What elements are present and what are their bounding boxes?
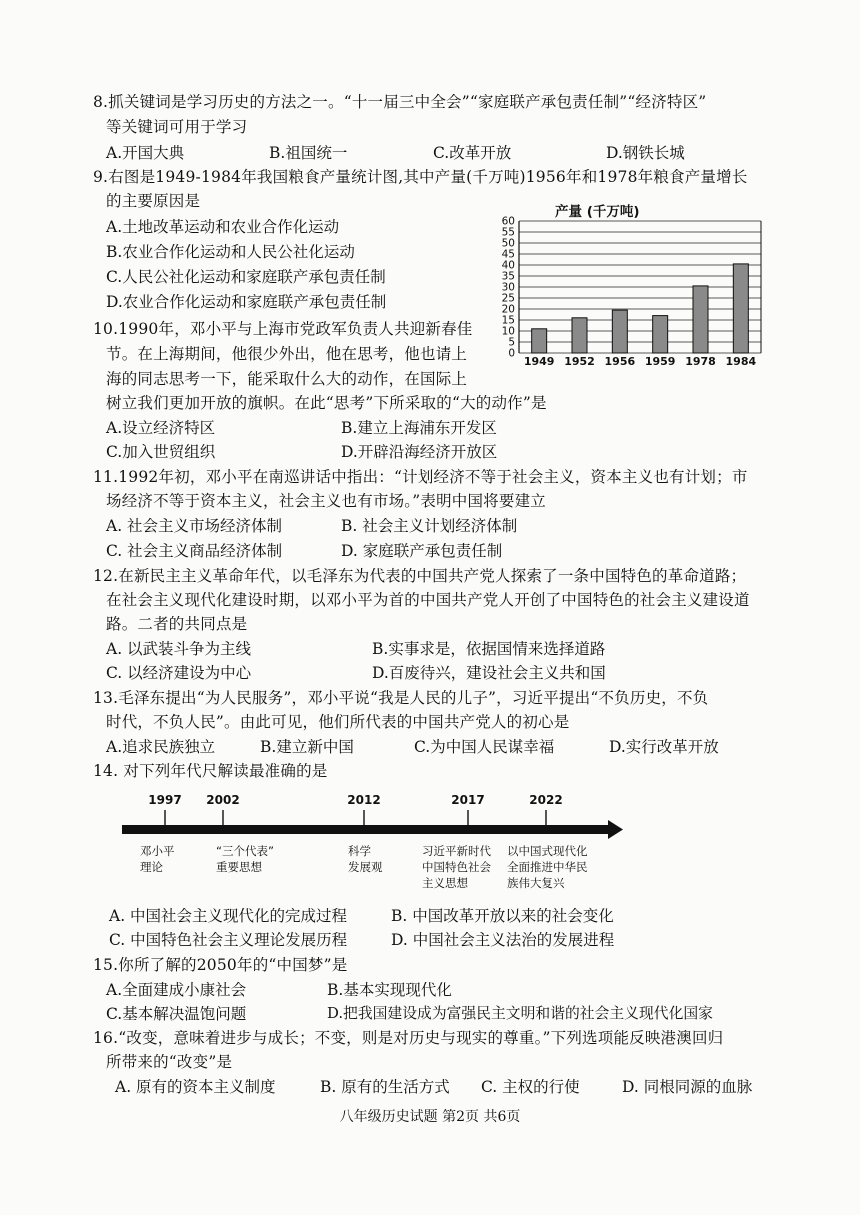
q9-option-d: D.农业合作化运动和家庭联产承包责任制 [106,293,387,311]
timeline-label: “三个代表” [216,844,274,858]
timeline-label: 族伟大复兴 [507,876,565,890]
timeline-label: 科学 [348,844,371,858]
chart-bar [693,286,708,353]
q10-option-a: A.设立经济特区 [106,419,216,437]
q14-stem-line1: 14. 对下列年代尺解读最准确的是 [93,762,328,780]
chart-ytick-label: 30 [501,281,515,294]
q9-option-a: A.土地改革运动和农业合作化运动 [106,218,340,236]
chart-ytick-label: 15 [501,314,515,327]
q11-option-b: B. 社会主义计划经济体制 [341,517,518,535]
chart-ytick-label: 5 [508,336,515,349]
q10-option-d: D.开辟沿海经济开放区 [341,443,498,461]
chart-title: 产量 (千万吨) [555,204,640,220]
q16-stem-line2: 所带来的“改变”是 [106,1053,233,1071]
q11-option-c: C. 社会主义商品经济体制 [106,542,283,560]
timeline-chart [118,788,628,900]
chart-bar [733,264,748,353]
q13-stem-line2: 时代，不负人民”。由此可见，他们所代表的中国共产党人的初心是 [106,713,570,731]
timeline-label: 理论 [140,860,163,874]
q14-option-d: D. 中国社会主义法治的发展进程 [391,931,615,949]
chart-ytick-label: 40 [501,259,515,272]
timeline-year: 1997 [148,793,182,807]
timeline-label: 邓小平 [140,844,175,858]
timeline-label: 主义思想 [422,876,468,890]
timeline-year: 2022 [529,793,563,807]
q13-option-d: D.实行改革开放 [609,738,719,756]
q15-option-b: B.基本实现现代化 [327,981,452,999]
chart-xtick-label: 1959 [644,355,676,366]
q12-option-a: A. 以武装斗争为主线 [106,640,252,658]
q9-option-b: B.农业合作化运动和人民公社化运动 [106,243,355,261]
timeline-label: 以中国式现代化 [507,844,588,858]
timeline-year: 2012 [347,793,381,807]
timeline-label: 全面推进中华民 [507,860,588,874]
q11-stem-line2: 场经济不等于资本主义，社会主义也有市场。”表明中国将要建立 [106,492,546,510]
chart-ytick-label: 10 [501,325,515,338]
q8-option-b: B.祖国统一 [269,144,348,162]
q13-option-b: B.建立新中国 [260,738,354,756]
page-footer: 八年级历史试题 第2页 共6页 [339,1109,521,1125]
q10-option-b: B.建立上海浦东开发区 [341,419,497,437]
q12-option-b: B.实事求是，依据国情来选择道路 [372,640,606,658]
q8-option-d: D.钢铁长城 [606,144,685,162]
chart-bar [612,310,627,353]
chart-ytick-label: 60 [501,215,515,228]
timeline-label: 重要思想 [216,860,262,874]
chart-xtick-label: 1952 [564,355,595,366]
q9-stem-line1: 9.右图是1949-1984年我国粮食产量统计图,其中产量(千万吨)1956年和1978年粮食产量增长 [93,168,748,186]
q15-option-d: D.把我国建设成为富强民主文明和谐的社会主义现代化国家 [327,1005,713,1022]
chart-xtick-label: 1984 [725,355,757,366]
chart-xtick-label: 1949 [523,355,555,366]
q12-option-d: D.百废待兴，建设社会主义共和国 [372,664,606,682]
q16-stem-line1: 16.“改变，意味着进步与成长；不变，则是对历史与现实的尊重。”下列选项能反映港澳回归 [93,1029,724,1047]
grain-output-chart [493,203,768,366]
q8-stem-line1: 8.抓关键词是学习历史的方法之一。“十一届三中全会”“家庭联产承包责任制”“经济特区” [93,93,707,111]
q10-stem-line2: 节。在上海期间，他很少外出，他在思考，他也请上 [106,345,468,363]
q12-stem-line2: 在社会主义现代化建设时期，以邓小平为首的中国共产党人开创了中国特色的社会主义建设道 [106,591,750,609]
q14-option-a: A. 中国社会主义现代化的完成过程 [109,907,348,925]
chart-ytick-label: 0 [508,347,515,360]
chart-bar [653,316,668,353]
q11-option-d: D. 家庭联产承包责任制 [341,542,503,560]
chart-xtick-label: 1978 [685,355,716,366]
q9-option-c: C.人民公社化运动和家庭联产承包责任制 [106,268,386,286]
q15-stem-line1: 15.你所了解的2050年的“中国梦”是 [93,956,348,974]
q14-option-c: C. 中国特色社会主义理论发展历程 [109,931,348,949]
chart-ytick-label: 25 [501,292,515,305]
timeline-label: 中国特色社会 [422,860,491,874]
q13-option-a: A.追求民族独立 [106,738,216,756]
q11-stem-line1: 11.1992年初，邓小平在南巡讲话中指出：“计划经济不等于社会主义，资本主义也有计划；市 [93,468,748,486]
timeline-label: 发展观 [348,860,383,874]
q14-option-b: B. 中国改革开放以来的社会变化 [391,907,614,925]
chart-ytick-label: 55 [501,226,515,239]
q8-option-a: A.开国大典 [106,144,185,162]
q8-option-c: C.改革开放 [433,144,512,162]
timeline-label: 习近平新时代 [422,844,491,858]
q10-stem-line3: 海的同志思考一下，能采取什么大的动作，在国际上 [106,370,468,388]
q10-stem-line1: 10.1990年，邓小平与上海市党政军负责人共迎新春佳 [93,320,473,338]
q16-option-a: A. 原有的资本主义制度 [115,1078,276,1096]
q12-option-c: C. 以经济建设为中心 [106,664,252,682]
q10-option-c: C.加入世贸组织 [106,443,216,461]
timeline-axis [122,825,610,834]
chart-ytick-label: 35 [501,270,515,283]
q11-option-a: A. 社会主义市场经济体制 [106,517,283,535]
chart-bar [532,329,547,353]
q15-option-c: C.基本解决温饱问题 [106,1005,247,1023]
q9-stem-line2: 的主要原因是 [106,192,201,210]
q13-option-c: C.为中国人民谋幸福 [414,738,555,756]
q10-stem-line4: 树立我们更加开放的旗帜。在此“思考”下所采取的“大的动作”是 [106,394,547,412]
timeline-year: 2002 [206,793,240,807]
timeline-arrow [608,820,623,839]
q16-option-d: D. 同根同源的血脉 [622,1078,753,1096]
q16-option-b: B. 原有的生活方式 [320,1078,450,1096]
chart-xtick-label: 1956 [604,355,636,366]
q13-stem-line1: 13.毛泽东提出“为人民服务”，邓小平说“我是人民的儿子”，习近平提出“不负历史，不负 [93,689,709,707]
q12-stem-line1: 12.在新民主主义革命年代，以毛泽东为代表的中国共产党人探索了一条中国特色的革命道路； [93,567,747,585]
chart-ytick-label: 20 [501,303,515,316]
q8-stem-line2: 等关键词可用于学习 [106,118,248,136]
chart-bar [572,318,587,353]
q16-option-c: C. 主权的行使 [481,1078,580,1096]
timeline-year: 2017 [451,793,485,807]
chart-ytick-label: 50 [501,237,515,250]
chart-ytick-label: 45 [501,248,515,261]
q12-stem-line3: 路。二者的共同点是 [106,615,248,633]
q15-option-a: A.全面建成小康社会 [106,981,247,999]
